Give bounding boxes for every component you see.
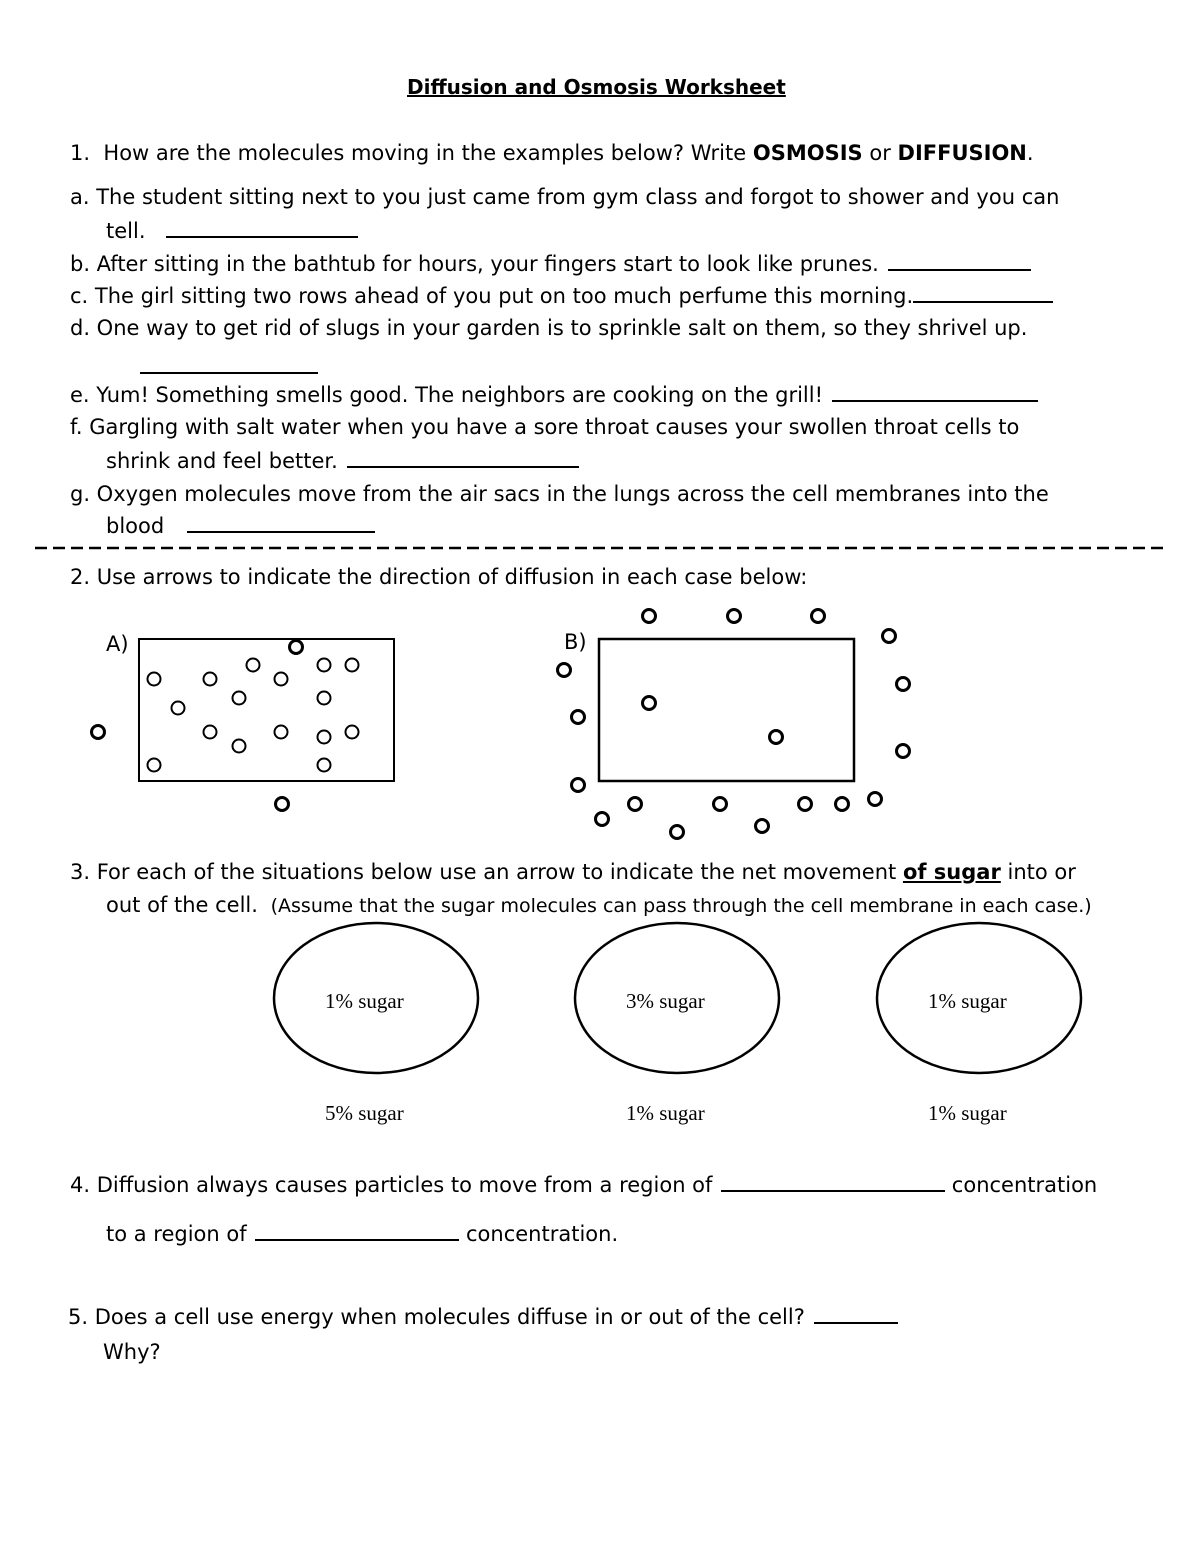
molecule: [318, 659, 331, 672]
q4-blank-2[interactable]: [255, 1223, 459, 1241]
worksheet-title: Diffusion and Osmosis Worksheet: [407, 75, 786, 99]
q1d-line: d. One way to get rid of slugs in your garden is to sprinkle salt on them, so they shrivel up.: [70, 316, 1028, 340]
molecule: [714, 798, 727, 811]
q4-line2-end: concentration.: [466, 1222, 619, 1246]
molecule: [671, 826, 684, 839]
molecule: [290, 641, 303, 654]
q4-line1: [70, 1172, 1097, 1198]
molecule: [643, 697, 656, 710]
molecule: [148, 673, 161, 686]
q5-line1-text: 5. Does a cell use energy when molecules diffuse in or out of the cell?: [68, 1305, 805, 1329]
diagram-a-label: A): [106, 632, 129, 656]
molecule: [318, 731, 331, 744]
molecule: [596, 813, 609, 826]
q3-line2: [106, 892, 1092, 919]
q5-why: Why?: [103, 1340, 161, 1364]
q5-answer-blank[interactable]: [814, 1306, 898, 1324]
q3-note: (Assume that the sugar molecules can pass through the cell membrane in each case.): [270, 895, 1092, 917]
molecule: [836, 798, 849, 811]
q3-line1-end: into or: [1007, 860, 1076, 884]
q1f-line1: f. Gargling with salt water when you have a sore throat causes your swollen throat cells to: [70, 415, 1020, 439]
molecule: [92, 726, 105, 739]
molecule: [770, 731, 783, 744]
q1-or: or: [869, 141, 891, 165]
molecule: [148, 759, 161, 772]
cell-1-outside-label: 5% sugar: [325, 1101, 404, 1125]
q1g-blood: blood: [106, 514, 165, 538]
molecule: [204, 673, 217, 686]
q5-line1: [68, 1304, 898, 1330]
molecule: [247, 659, 260, 672]
molecule: [869, 793, 882, 806]
cell-3-inside-label: 1% sugar: [928, 989, 1007, 1013]
molecule: [572, 779, 585, 792]
molecule: [558, 664, 571, 677]
cell-2-outside-label: 1% sugar: [626, 1101, 705, 1125]
molecule: [318, 692, 331, 705]
diagram-b-box: [599, 639, 854, 781]
molecule: [233, 692, 246, 705]
molecule: [883, 630, 896, 643]
molecule: [346, 659, 359, 672]
molecule: [728, 610, 741, 623]
molecule: [897, 678, 910, 691]
q1a-tell: tell.: [106, 219, 146, 243]
diagram-b-label: B): [564, 630, 587, 654]
q1-diffusion: DIFFUSION: [897, 141, 1027, 165]
molecule: [799, 798, 812, 811]
q1a-line1: a. The student sitting next to you just came from gym class and forgot to shower and you can: [70, 185, 1060, 209]
q3-of-sugar: of sugar: [902, 860, 1001, 884]
molecule: [275, 726, 288, 739]
molecule: [204, 726, 217, 739]
molecule: [629, 798, 642, 811]
molecule: [756, 820, 769, 833]
q2-text: 2. Use arrows to indicate the direction of diffusion in each case below:: [70, 565, 808, 589]
molecule: [897, 745, 910, 758]
diagram-b-molecules: [558, 610, 910, 839]
molecule: [572, 711, 585, 724]
molecule: [172, 702, 185, 715]
molecule: [318, 759, 331, 772]
q1c-text: c. The girl sitting two rows ahead of you put on too much perfume this morning.: [70, 284, 914, 308]
cell-1-inside-label: 1% sugar: [325, 989, 404, 1013]
molecule: [276, 798, 289, 811]
q4-blank-1[interactable]: [721, 1174, 945, 1192]
q4-line1-text: 4. Diffusion always causes particles to move from a region of: [70, 1173, 713, 1197]
q1b-text: b. After sitting in the bathtub for hours, your fingers start to look like prunes.: [70, 252, 879, 276]
q1-osmosis: OSMOSIS: [752, 141, 863, 165]
q1f-text: shrink and feel better.: [106, 449, 338, 473]
q1g-line1: g. Oxygen molecules move from the air sacs in the lungs across the cell membranes into the: [70, 482, 1049, 506]
q1-end: .: [1026, 141, 1034, 165]
q3-line1: [70, 859, 1076, 885]
diagram-a-molecules: [92, 641, 359, 811]
q1-prompt-text: How are the molecules moving in the examples below? Write: [103, 141, 747, 165]
q4-line2-text: to a region of: [106, 1222, 247, 1246]
q3-out-of-cell: out of the cell.: [106, 893, 258, 917]
molecule: [346, 726, 359, 739]
cell-3-outside-label: 1% sugar: [928, 1101, 1007, 1125]
cell-2-inside-label: 3% sugar: [626, 989, 705, 1013]
q1e-text: e. Yum! Something smells good. The neighbors are cooking on the grill!: [70, 383, 824, 407]
molecule: [233, 740, 246, 753]
q4-line2: [106, 1221, 618, 1247]
molecule: [643, 610, 656, 623]
q4-line1-end: concentration: [951, 1173, 1098, 1197]
molecule: [275, 673, 288, 686]
q3-line1-start: 3. For each of the situations below use an arrow to indicate the net movement: [70, 860, 897, 884]
molecule: [812, 610, 825, 623]
q1-number: 1.: [70, 141, 91, 165]
